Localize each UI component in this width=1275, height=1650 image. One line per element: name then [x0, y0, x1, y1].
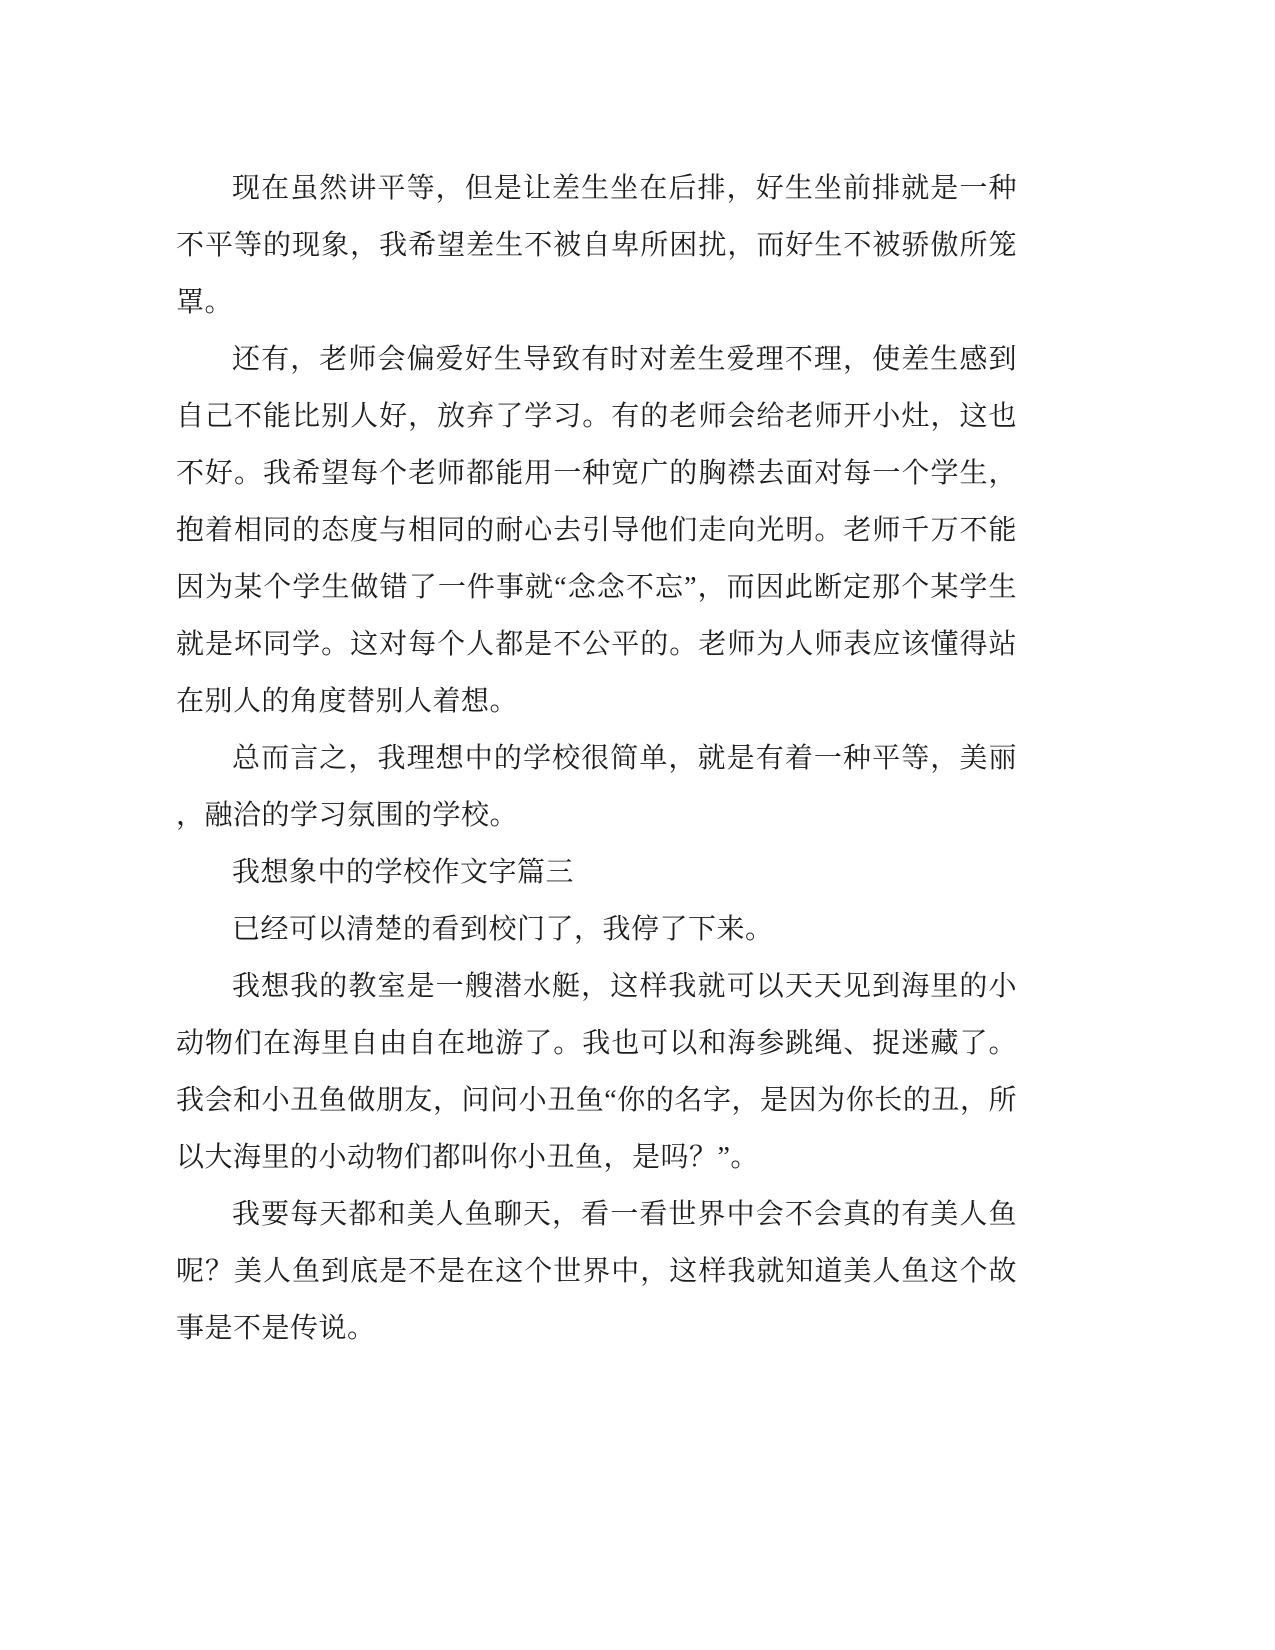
essay-paragraph: 总而言之，我理想中的学校很简单，就是有着一种平等，美丽，融洽的学习氛围的学校。: [176, 743, 1017, 831]
essay-paragraph: 已经可以清楚的看到校门了，我停了下来。: [232, 914, 774, 945]
document-page: [176, 160, 1017, 1357]
essay-paragraph: 我要每天都和美人鱼聊天，看一看世界中会不会真的有美人鱼呢？美人鱼到底是不是在这个世界中，这样我就知道美人鱼这个故事是不是传说。: [176, 1199, 1017, 1344]
essay-paragraph: 现在虽然讲平等，但是让差生坐在后排，好生坐前排就是一种不平等的现象，我希望差生不被自卑所困扰，而好生不被骄傲所笼罩。: [176, 173, 1017, 318]
section-heading: 我想象中的学校作文字篇三: [232, 857, 575, 888]
essay-paragraph: 我想我的教室是一艘潜水艇，这样我就可以天天见到海里的小动物们在海里自由自在地游了。我也可以和海参跳绳、捉迷藏了。我会和小丑鱼做朋友，问问小丑鱼“你的名字，是因为你长的丑，所以大海里的小动物们都叫你小丑鱼，是吗？”。: [176, 971, 1017, 1173]
essay-paragraph: 还有，老师会偏爱好生导致有时对差生爱理不理，使差生感到自己不能比别人好，放弃了学习。有的老师会给老师开小灶，这也不好。我希望每个老师都能用一种宽广的胸襟去面对每一个学生，抱着相同的态度与相同的耐心去引导他们走向光明。老师千万不能因为某个学生做错了一件事就“念念不忘”，而因此断定那个某学生就是坏同学。这对每个人都是不公平的。老师为人师表应该懂得站在别人的角度替别人着想。: [176, 344, 1017, 717]
